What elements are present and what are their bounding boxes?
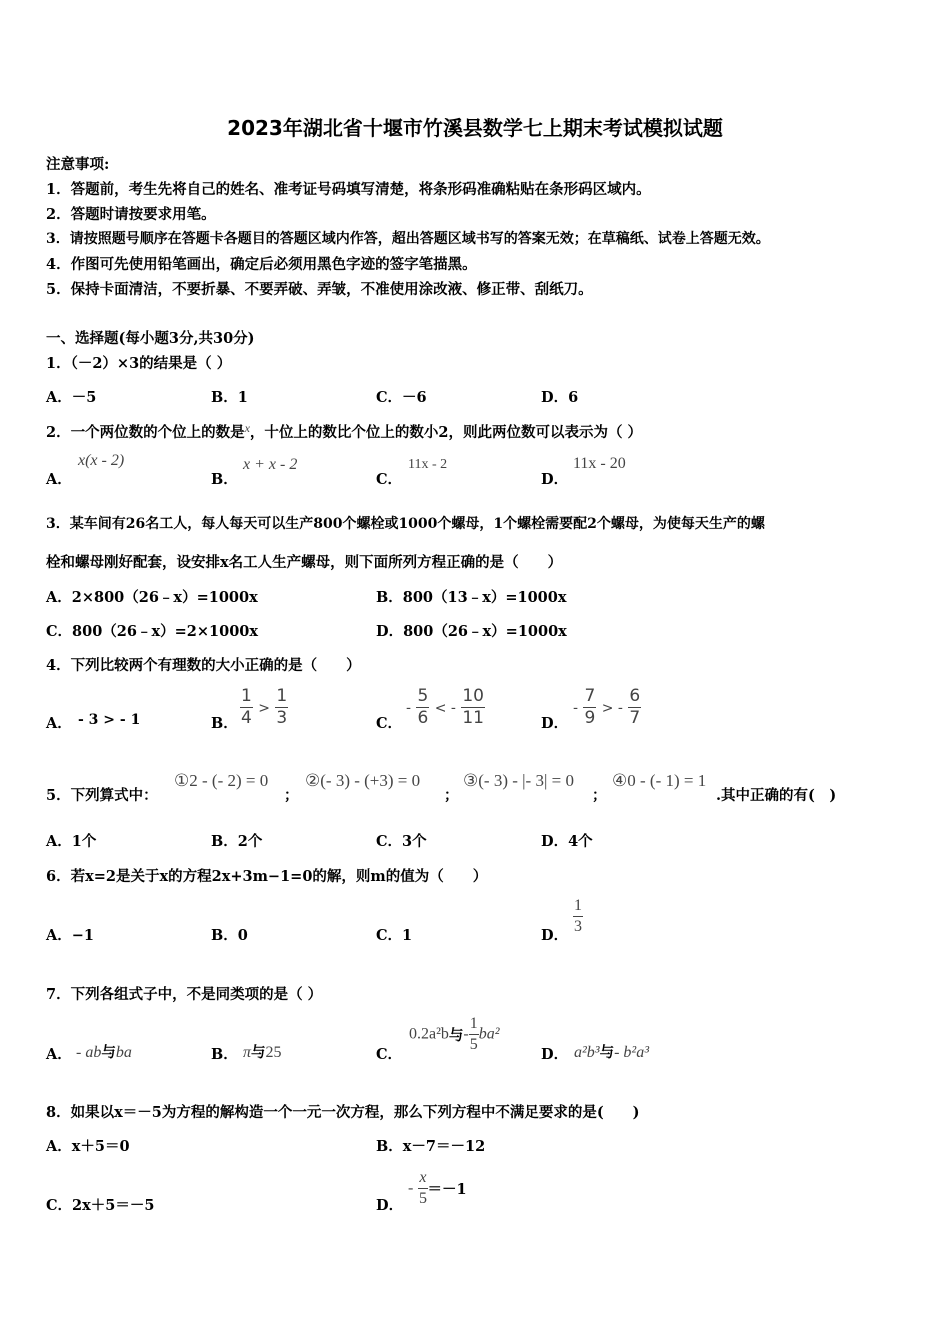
q4-option-d-label: D． <box>541 715 569 732</box>
fraction: $\frac{7}{9}$ <box>584 686 596 728</box>
question-4-stem: 4．下列比较两个有理数的大小正确的是（ ） <box>46 657 361 674</box>
q2-option-c-expr: 11x - 2 <box>408 457 448 472</box>
notice-item: 2．答题时请按要求用笔。 <box>46 206 216 223</box>
fraction: $\frac{6}{7}$ <box>629 686 641 728</box>
question-7-stem: 7．下列各组式子中，不是同类项的是（ ） <box>46 986 323 1003</box>
q4-option-b-expr: $\frac{1}{4}$ > $\frac{1}{3}$ <box>241 686 288 728</box>
section-heading: 一、选择题(每小题3分,共30分) <box>46 330 255 347</box>
q2-stem-post: ，十位上的数比个位上的数小2，则此两位数可以表示为（ ） <box>249 424 643 441</box>
q1-option-c: C．－6 <box>376 389 427 406</box>
q2-option-d-expr: 11x - 20 <box>573 455 626 472</box>
q2-var: x <box>244 421 250 435</box>
q3-option-b: B．800（13﹣x）=1000x <box>376 589 567 606</box>
question-8-stem: 8．如果以x＝－5为方程的解构造一个一元一次方程，那么下列方程中不满足要求的是( ) <box>46 1104 640 1121</box>
q5-expr-4: ④0 - (- 1) = 1 <box>612 771 707 790</box>
q5-sep: ； <box>284 787 299 804</box>
question-3-stem-line1: 3．某车间有26名工人，每人每天可以生产800个螺栓或1000个螺母，1个螺栓需要配2个螺母，为使每天生产的螺 <box>46 516 765 532</box>
q6-option-c: C．1 <box>376 927 413 944</box>
q3-option-d: D．800（26﹣x）=1000x <box>376 623 567 640</box>
q3-option-a: A．2×800（26﹣x）=1000x <box>46 589 258 606</box>
q5-option-c: C．3个 <box>376 833 427 850</box>
q5-option-b: B．2个 <box>211 833 263 850</box>
fraction: $\frac{x}{5}$ <box>418 1169 427 1207</box>
q6-option-d-label: D． <box>541 927 569 944</box>
notice-item: 5．保持卡面清洁，不要折暴、不要弄破、弄皱，不准使用涂改液、修正带、刮纸刀。 <box>46 281 593 298</box>
q5-sep: ； <box>592 787 607 804</box>
q5-option-d: D．4个 <box>541 833 593 850</box>
notice-item: 3．请按照题号顺序在答题卡各题目的答题区域内作答，超出答题区域书写的答案无效；在草稿纸、试卷上答题无效。 <box>46 231 770 247</box>
question-6-stem: 6．若x=2是关于x的方程2x+3m−1=0的解，则m的值为（ ） <box>46 868 488 885</box>
notice-item: 4．作图可先使用铅笔画出，确定后必须用黑色字迹的签字笔描黑。 <box>46 256 477 273</box>
fraction: $\frac{1}{4}$ <box>241 686 252 728</box>
q7-option-d-expr: a²b³与- b²a³ <box>574 1044 650 1061</box>
q2-option-b-label: B． <box>211 471 238 488</box>
q3-option-c: C．800（26﹣x）=2×1000x <box>46 623 259 640</box>
fraction: $\frac{1}{3}$ <box>276 686 288 728</box>
q5-expr-3: ③(- 3) - |- 3| = 0 <box>463 771 574 790</box>
question-1-stem: 1．（－2）×3的结果是（ ） <box>46 355 232 372</box>
q6-option-b: B．0 <box>211 927 248 944</box>
fraction: $\frac{1}{3}$ <box>574 897 582 935</box>
q7-option-b-label: B． <box>211 1046 238 1063</box>
q7-option-b-expr: π与25 <box>243 1044 282 1061</box>
q7-option-c-expr: 0.2a²b与- $\frac{1}{5}$ ba² <box>409 1015 500 1053</box>
q2-option-b-expr: x + x - 2 <box>243 456 298 473</box>
q2-stem-pre: 2．一个两位数的个位上的数是 <box>46 424 245 441</box>
q5-sep: ； <box>444 787 459 804</box>
notice-heading: 注意事项: <box>46 156 110 173</box>
q6-option-d-expr <box>573 898 583 935</box>
q4-option-a-label: A． <box>46 715 72 732</box>
q8-option-a: A．x＋5＝0 <box>46 1138 130 1155</box>
q1-option-b: B．1 <box>211 389 248 406</box>
q1-option-a: A．－5 <box>46 389 97 406</box>
q4-option-a-expr: - 3 > - 1 <box>78 712 141 728</box>
fraction: $\frac{5}{6}$ <box>417 686 429 728</box>
q2-option-a-expr: x(x - 2) <box>78 452 125 469</box>
q8-option-c: C．2x＋5＝－5 <box>46 1197 155 1214</box>
q1-option-d: D．6 <box>541 389 579 406</box>
q2-option-d-label: D． <box>541 471 569 488</box>
fraction: $\frac{1}{5}$ <box>469 1015 478 1053</box>
question-2-stem <box>46 421 642 442</box>
q8-option-b: B．x－7＝－12 <box>376 1138 486 1155</box>
notice-item: 1．答题前，考生先将自己的姓名、准考证号码填写清楚，将条形码准确粘贴在条形码区域内。 <box>46 181 651 198</box>
question-3-stem-line2: 栓和螺母刚好配套，设安排x名工人生产螺母，则下面所列方程正确的是（ ） <box>46 554 563 571</box>
q8-option-d-expr: - $\frac{x}{5}$ ＝－1 <box>408 1169 467 1207</box>
q4-option-c-expr: - $\frac{5}{6}$ < - $\frac{10}{11}$ <box>406 686 484 728</box>
fraction: $\frac{10}{11}$ <box>462 686 484 728</box>
page-title: 2023年湖北省十堰市竹溪县数学七上期末考试模拟试题 <box>227 116 723 140</box>
question-5-stem-post: .其中正确的有( ) <box>716 787 837 804</box>
q4-option-c-label: C． <box>376 715 403 732</box>
q2-option-a-label: A． <box>46 471 72 488</box>
q8-option-d-label: D． <box>376 1197 404 1214</box>
q7-option-c-label: C． <box>376 1046 403 1063</box>
q7-option-d-label: D． <box>541 1046 569 1063</box>
q7-option-a-expr: - ab与ba <box>76 1044 132 1061</box>
q4-option-d-expr: - $\frac{7}{9}$ > - $\frac{6}{7}$ <box>573 686 641 728</box>
question-5-stem-pre: 5．下列算式中： <box>46 787 158 804</box>
q6-option-a: A．−1 <box>46 927 94 944</box>
q5-option-a: A．1个 <box>46 833 97 850</box>
q2-option-c-label: C． <box>376 471 403 488</box>
q5-expr-2: ②(- 3) - (+3) = 0 <box>305 771 421 790</box>
q4-option-b-label: B． <box>211 715 238 732</box>
q7-option-a-label: A． <box>46 1046 72 1063</box>
q5-expr-1: ①2 - (- 2) = 0 <box>174 771 269 790</box>
